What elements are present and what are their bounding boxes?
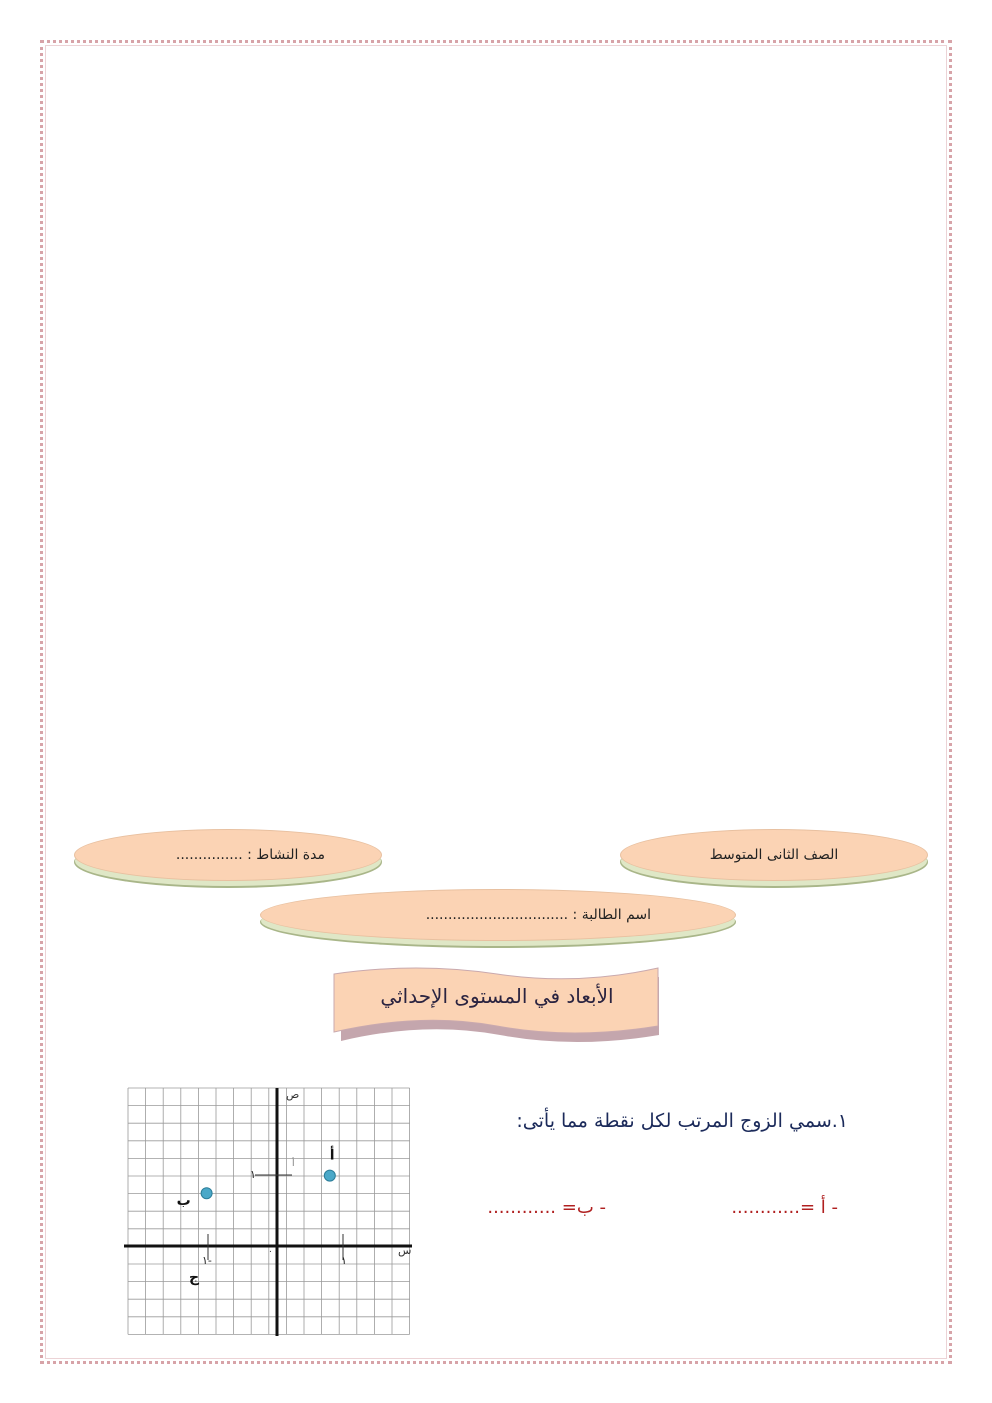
grid-lines [128, 1088, 410, 1334]
question-1: ١.سمي الزوج المرتب لكل نقطة مما يأتى: [516, 1110, 848, 1132]
point-أ [324, 1170, 335, 1181]
answer-a-field[interactable]: - أ =............ [731, 1197, 838, 1218]
student-name-text: اسم الطالبة : ................................ [425, 907, 651, 923]
tick-one-x: ١ [341, 1254, 347, 1267]
tick-minus-one: ١- [202, 1254, 212, 1267]
tick-one-y: ١ [250, 1168, 256, 1181]
point-label-ج: ج [189, 1269, 200, 1286]
duration-text: مدة النشاط : ............... [175, 847, 325, 863]
point-label-ب: ب [176, 1193, 191, 1210]
grade-text: الصف الثانى المتوسط [709, 847, 839, 863]
tick-small: أ [292, 1159, 295, 1169]
y-axis-label: ص [286, 1088, 300, 1101]
points-layer [177, 1146, 336, 1286]
x-axis-label: س [398, 1244, 412, 1257]
grade-label [620, 829, 928, 881]
answer-b-field[interactable]: - ب= ............ [487, 1197, 606, 1218]
student-name-field[interactable] [260, 889, 736, 941]
title-banner [332, 966, 662, 1042]
page-title: الأبعاد في المستوى الإحداثي [380, 984, 614, 1008]
tick-zero: ٠ [268, 1247, 273, 1257]
point-ب [201, 1188, 212, 1199]
point-label-أ: أ [329, 1147, 335, 1164]
duration-field[interactable] [74, 829, 382, 881]
coordinate-graph [120, 1084, 420, 1344]
coordinate-grid [120, 1084, 420, 1340]
